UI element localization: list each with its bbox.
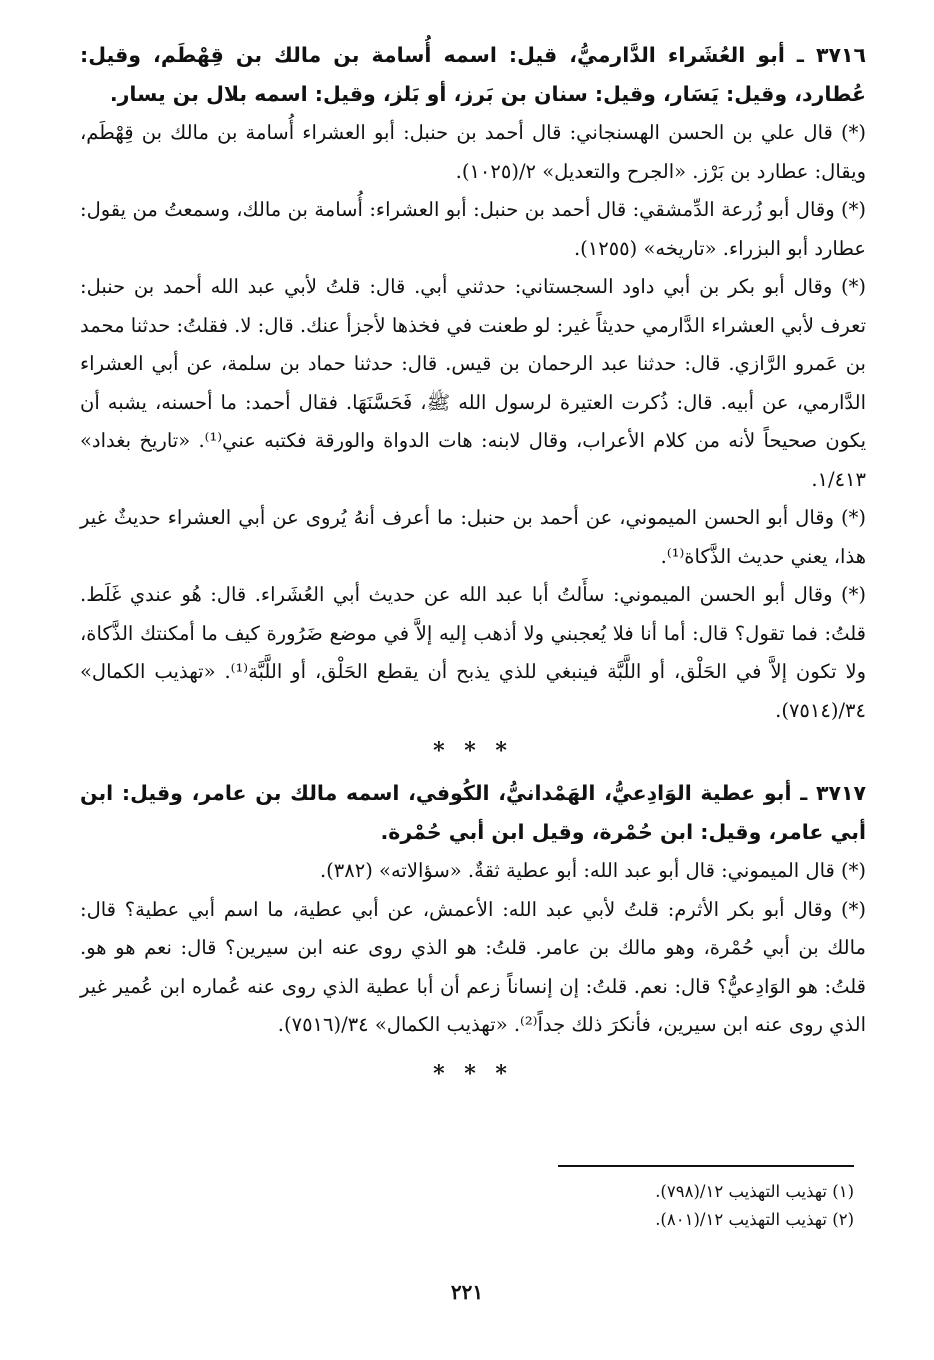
narration-paragraph: (*) وقال أبو بكر بن أبي داود السجستاني: حدثني أبي. قال: قلتُ لأبي عبد الله أحمد بن حنبل: تعرف لأبي العشراء الدَّارمي حديثاً غير: لو طعنت في فخذها لأجزأ عنك. قال: لا. فقلتُ: حدثنا محمد بن عَمرو الرَّازي. قال: حدثنا عبد الرحمان بن قيس. قال: حدثنا حماد بن سلمة، عن أبي العشراء الدَّارمي، عن أبيه. قال: ذُكرت العتيرة لرسول الله ﷺ، فَحَسَّنَهَا. فقال أحمد: ما أحسنه، يشبه أن يكون صحيحاً لأنه من كلام الأعراب، وقال لابنه: هات الدواة والورقة فكتبه عني⁽¹⁾. «تاريخ بغداد» ١/٤١٣. bbox=[80, 275, 866, 491]
entry-heading: ٣٧١٧ ـ أبو عطية الوَادِعيُّ، الهَمْدانيُّ، الكُوفي، اسمه مالك بن عامر، وقيل: ابن أبي عامر، وقيل: ابن حُمْرة، وقيل ابن أبي حُمْرة. bbox=[80, 781, 866, 844]
page-number: ٢٢١ bbox=[450, 1280, 484, 1304]
footnote-divider bbox=[558, 1165, 854, 1167]
page-body bbox=[80, 36, 866, 1097]
narration-paragraph: (*) وقال أبو الحسن الميموني: سأَلتُ أبا عبد الله عن حديث أبي العُشَراء. قال: هُو عندي غَلَط. قلتُ: فما تقول؟ قال: أما أنا فلا يُعجبني ولا أذهب إليه إلاَّ في موضع ضَرُورة كيف ما أمكنتك الذَّكاة، ولا تكون إلاَّ في الحَلْق، أو اللَّبَّة فينبغي للذي يذبح أن يقطع الحَلْق، أو اللَّبَّة⁽¹⁾. «تهذيب الكمال» ٣٤/(٧٥١٤). bbox=[80, 583, 866, 722]
narration-paragraph: (*) وقال أبو بكر الأثرم: قلتُ لأبي عبد الله: الأعمش، عن أبي عطية، ما اسم أبي عطية؟ قال: مالك بن أبي حُمْرة، وهو مالك بن عامر. قلتُ: هو الذي روى عنه ابن سيرين؟ قال: نعم هو هو. قلتُ: هو الوَادِعيُّ؟ قال: نعم. قلتُ: إن إنساناً زعم أن أبا عطية الذي روى عنه عُماره ابن عُمير غير الذي روى عنه ابن سيرين، فأنكرَ ذلك جداً⁽²⁾. «تهذيب الكمال» ٣٤/(٧٥١٦). bbox=[80, 897, 866, 1036]
footnote-2: (٢) تهذيب التهذيب ١٢/(٨٠١). bbox=[655, 1210, 854, 1229]
narration-paragraph: (*) قال علي بن الحسن الهسنجاني: قال أحمد بن حنبل: أبو العشراء أُسامة بن مالك بن قِهْطَم، ويقال: عطارد بن بَرْز. «الجرح والتعديل» ٢/(١٠٢٥). bbox=[80, 121, 866, 183]
narration-paragraph: (*) وقال أبو زُرعة الدِّمشقي: قال أحمد بن حنبل: أبو العشراء: أُسامة بن مالك، وسمعتُ من يقول: عطارد أبو البزراء. «تاريخه» (١٢٥٥). bbox=[80, 198, 866, 260]
narration-paragraph: (*) قال الميموني: قال أبو عبد الله: أبو عطية ثقةٌ. «سؤالاته» (٣٨٢). bbox=[319, 859, 866, 882]
entry-3716 bbox=[80, 36, 866, 730]
section-separator: * * * bbox=[433, 1060, 513, 1087]
footnote-1: (١) تهذيب التهذيب ١٢/(٧٩٨). bbox=[655, 1182, 854, 1201]
entry-3717 bbox=[80, 774, 866, 1045]
footnotes bbox=[254, 1178, 854, 1234]
narration-paragraph: (*) وقال أبو الحسن الميموني، عن أحمد بن حنبل: ما أعرف أنهُ يُروى عن أبي العشراء حديثٌ غير هذا، يعني حديث الذَّكاة⁽¹⁾. bbox=[80, 506, 866, 568]
section-separator: * * * bbox=[433, 738, 513, 764]
entry-heading: ٣٧١٦ ـ أبو العُشَراء الدَّارميُّ، قيل: اسمه أُسامة بن مالك بن قِهْطَم، وقيل: عُطارد، وقيل: يَسَار، وقيل: سنان بن بَرز، أو بَلز، وقيل: اسمه بلال بن يسار. bbox=[80, 43, 866, 106]
